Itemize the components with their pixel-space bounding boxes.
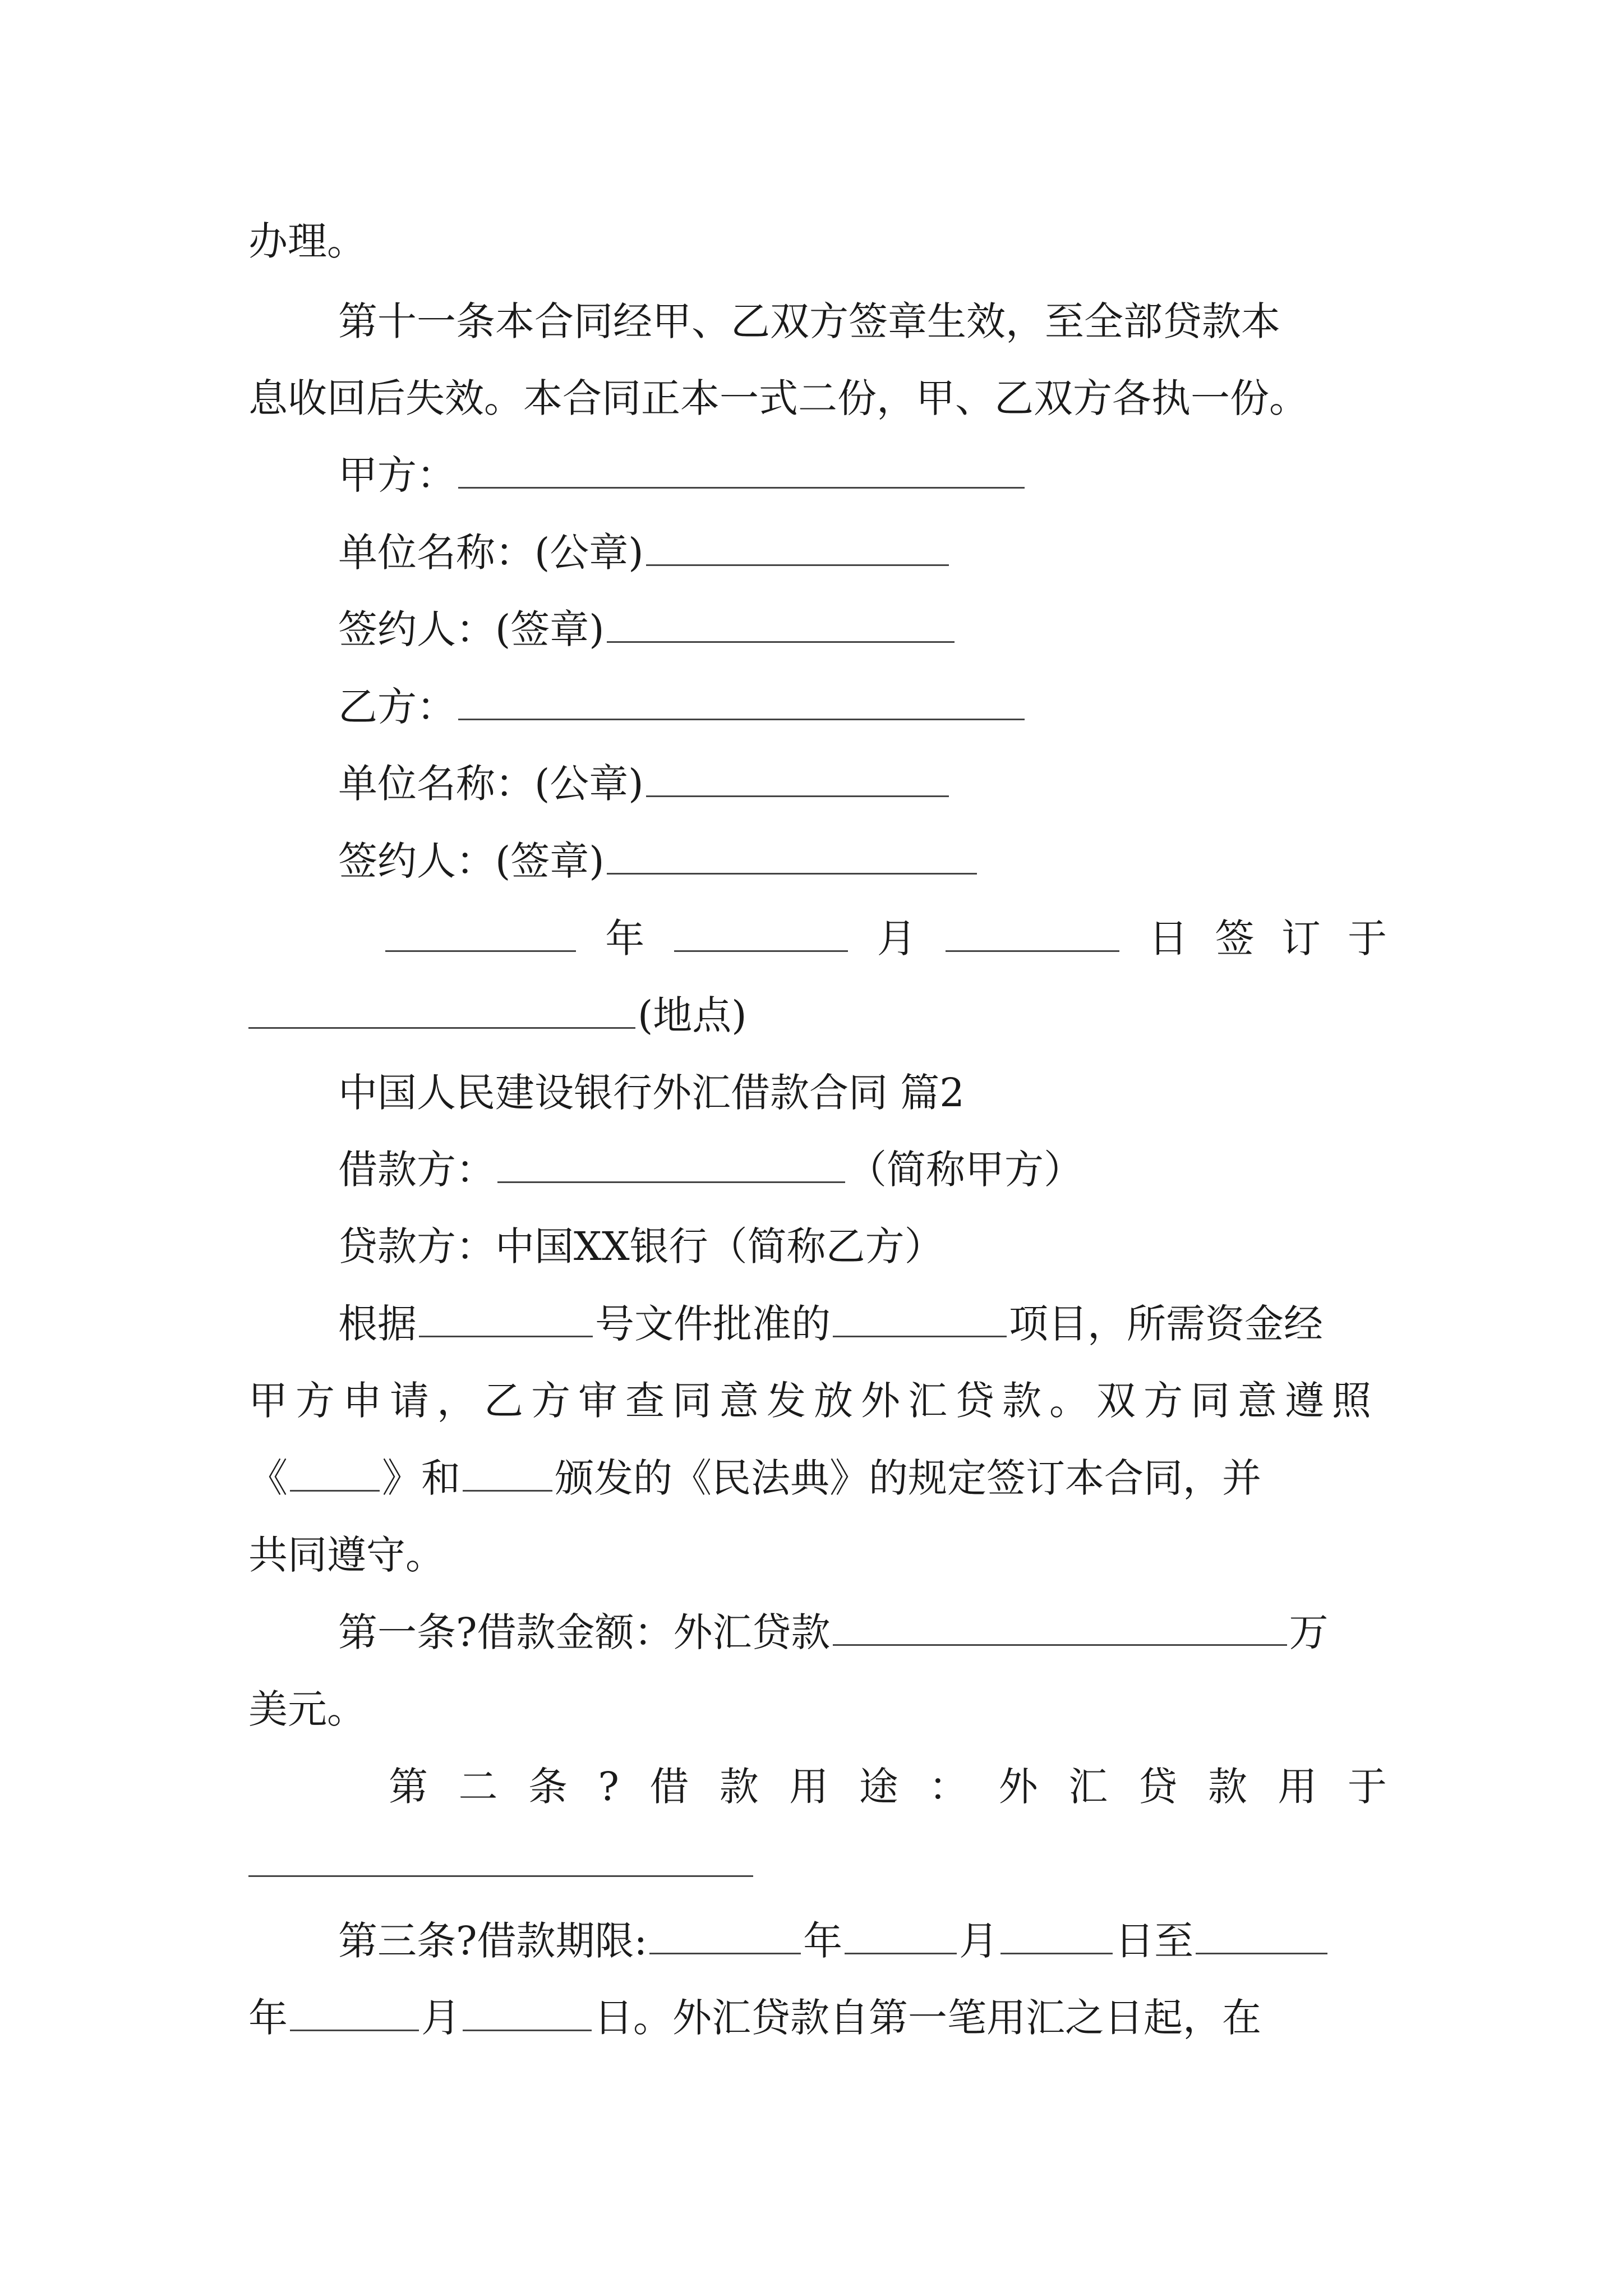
article-2-char: 贷 <box>1138 1764 1178 1810</box>
article-2-char: 于 <box>1347 1764 1387 1810</box>
month-label: 月 <box>877 915 916 961</box>
line-text: 第十一条本合同经甲、乙双方签章生效，至全部贷款本 <box>338 298 1280 344</box>
article-2-char: 款 <box>719 1764 759 1810</box>
party-b-unit-line <box>338 753 1387 815</box>
article-1-line-2 <box>248 1678 1387 1740</box>
end-month-label: 月 <box>421 1995 460 2041</box>
basis-line-1 <box>338 1293 1387 1355</box>
end-year-label: 年 <box>248 1995 288 2041</box>
basis-line-4 <box>248 1524 1387 1586</box>
article-1-line-1 <box>338 1602 1387 1663</box>
party-a-signer-line <box>338 599 1387 660</box>
borrower-blank <box>497 1181 845 1183</box>
end-month-blank <box>290 2029 419 2031</box>
lender-line <box>338 1216 1387 1277</box>
signing-place-line <box>248 984 1387 1046</box>
start-day-label: 日至 <box>1115 1918 1194 1964</box>
article-2-char: 条 <box>528 1764 568 1810</box>
party-a-label: 甲方： <box>338 452 456 498</box>
day-label: 日 <box>1149 915 1188 961</box>
text-line <box>248 210 1387 272</box>
day-blank <box>946 950 1119 952</box>
borrower-line <box>338 1139 1387 1200</box>
article-2-char: 借 <box>649 1764 689 1810</box>
party-a-blank <box>458 486 1025 489</box>
lender-text: 贷款方：中国XX银行（简称乙方） <box>338 1223 944 1269</box>
project-blank <box>833 1335 1007 1337</box>
basis-text: 项目，所需资金经 <box>1009 1301 1323 1347</box>
sign-char: 签 <box>1215 915 1255 961</box>
start-month-blank <box>845 1952 957 1954</box>
year-label: 年 <box>605 915 645 961</box>
article-3-line-1 <box>338 1910 1387 1972</box>
article-2-char: 二 <box>458 1764 498 1810</box>
signer-blank <box>607 641 955 643</box>
line-text: 息收回后失效。本合同正本一式二份，甲、乙双方各执一份。 <box>248 375 1308 421</box>
start-year-label: 年 <box>803 1918 843 1964</box>
line-text: 办理。 <box>248 218 366 264</box>
article-11-line-1 <box>338 291 1387 352</box>
party-a-unit-line <box>338 522 1387 583</box>
start-year-blank <box>649 1952 801 1954</box>
doc-number-blank <box>419 1335 593 1337</box>
unit-name-label: 单位名称：(公章) <box>338 761 644 807</box>
article-2-line <box>389 1756 1387 1818</box>
article-11-line-2 <box>248 367 1387 429</box>
regulation-blank <box>290 1489 380 1492</box>
article-2-char: 第 <box>389 1764 428 1810</box>
end-year-blank <box>1196 1952 1327 1954</box>
basis-text: 颁发的《民法典》的规定签订本合同，并 <box>555 1455 1261 1501</box>
article-2-char: 用 <box>1278 1764 1317 1810</box>
contract-title <box>338 1062 1387 1124</box>
article-2-char: 款 <box>1207 1764 1247 1810</box>
article-3-text: 第三条?借款期限: <box>338 1918 648 1964</box>
place-blank <box>248 1027 635 1029</box>
contract-title-text: 中国人民建设银行外汇借款合同 篇2 <box>338 1070 965 1116</box>
signer-blank <box>607 872 977 875</box>
unit-name-blank <box>646 795 949 797</box>
borrower-label: 借款方： <box>338 1147 495 1193</box>
purpose-blank-line <box>248 1833 1387 1894</box>
basis-text: 甲方申请，乙方审查同意发放外汇贷款。双方同意遵照 <box>248 1378 1379 1424</box>
borrower-note: （简称甲方） <box>847 1147 1083 1193</box>
sign-char: 于 <box>1348 915 1387 961</box>
party-b-blank <box>458 718 1025 720</box>
amount-blank <box>833 1644 1287 1646</box>
party-a-line <box>338 444 1387 506</box>
month-blank <box>674 950 848 952</box>
signer-label: 签约人：(签章) <box>338 838 605 884</box>
basis-text: 号文件批准的 <box>595 1301 831 1347</box>
article-1-text: 第一条?借款金额：外汇贷款 <box>338 1609 831 1655</box>
end-day-blank <box>463 2029 592 2031</box>
article-2-char: ? <box>598 1764 619 1810</box>
signing-date-line <box>383 908 1387 969</box>
start-month-label: 月 <box>959 1918 999 1964</box>
article-2-char: 汇 <box>1068 1764 1108 1810</box>
party-b-signer-line <box>338 830 1387 892</box>
article-3-line-2 <box>248 1987 1387 2049</box>
party-b-line <box>338 676 1387 738</box>
basis-line-3 <box>248 1447 1387 1509</box>
article-2-char: 用 <box>789 1764 829 1810</box>
unit-name-blank <box>646 564 949 566</box>
article-2-char: ： <box>929 1764 969 1810</box>
article-2-char: 途 <box>859 1764 898 1810</box>
basis-text: 根据 <box>338 1301 417 1347</box>
article-3-text: 日。外汇贷款自第一笔用汇之日起，在 <box>594 1995 1261 2041</box>
article-2-char: 外 <box>998 1764 1038 1810</box>
article-1-text: 美元。 <box>248 1686 366 1732</box>
start-day-blank <box>1000 1952 1113 1954</box>
basis-text: 共同遵守。 <box>248 1532 445 1578</box>
signer-label: 签约人：(签章) <box>338 606 605 652</box>
unit-name-label: 单位名称：(公章) <box>338 530 644 576</box>
basis-text: 》和 <box>382 1455 460 1501</box>
year-blank <box>385 950 576 952</box>
sign-char: 订 <box>1281 915 1321 961</box>
issuer-blank <box>463 1489 552 1492</box>
basis-line-2 <box>248 1370 1387 1432</box>
party-b-label: 乙方： <box>338 684 456 730</box>
basis-text: 《 <box>248 1455 288 1501</box>
article-1-unit: 万 <box>1289 1609 1329 1655</box>
place-label: (地点) <box>638 992 747 1038</box>
purpose-blank <box>248 1875 753 1877</box>
